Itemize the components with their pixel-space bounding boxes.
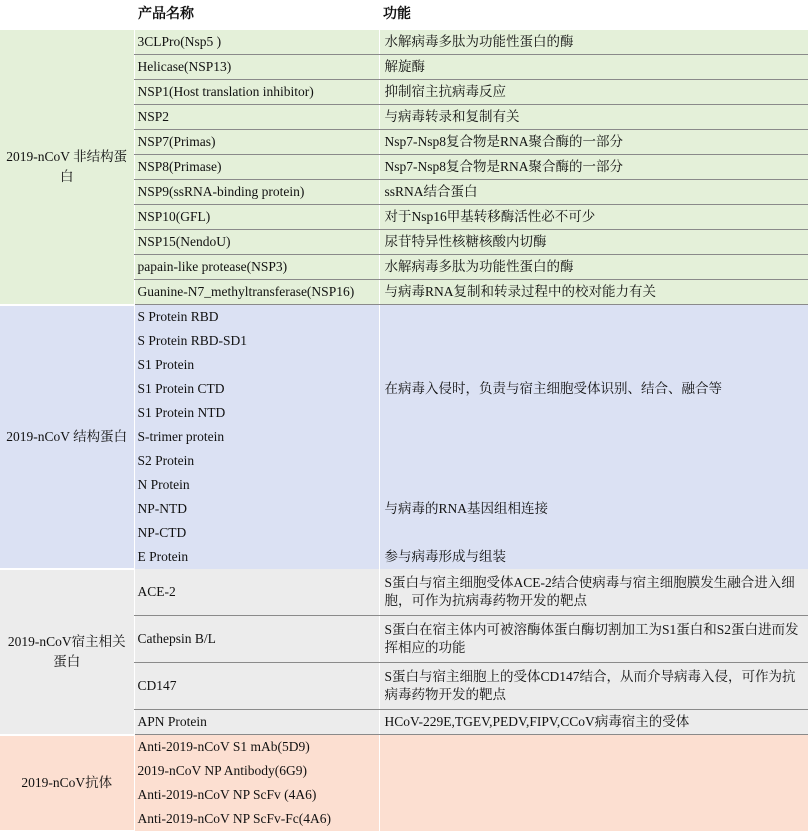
function-cell-np: 与病毒的RNA基因组相连接 bbox=[379, 473, 808, 545]
header-corner bbox=[0, 0, 134, 30]
product-cell: N Protein bbox=[134, 473, 379, 497]
category-host: 2019-nCoV宿主相关蛋白 bbox=[0, 569, 134, 735]
function-cell: ssRNA结合蛋白 bbox=[379, 180, 808, 205]
product-cell: 2019-nCoV NP Antibody(6G9) bbox=[134, 759, 379, 783]
header-row bbox=[0, 0, 808, 30]
function-cell: S蛋白在宿主体内可被溶酶体蛋白酶切割加工为S1蛋白和S2蛋白进而发挥相应的功能 bbox=[379, 616, 808, 663]
function-cell: 解旋酶 bbox=[379, 55, 808, 80]
product-cell: Helicase(NSP13) bbox=[134, 55, 379, 80]
product-cell: Anti-2019-nCoV NP ScFv-Fc(4A6) bbox=[134, 807, 379, 831]
header-function: 功能 bbox=[379, 0, 808, 30]
product-cell: NSP10(GFL) bbox=[134, 205, 379, 230]
table-row bbox=[0, 735, 808, 760]
product-cell: Cathepsin B/L bbox=[134, 616, 379, 663]
product-cell: S Protein RBD-SD1 bbox=[134, 329, 379, 353]
function-cell: 抑制宿主抗病毒反应 bbox=[379, 80, 808, 105]
product-cell: NSP8(Primase) bbox=[134, 155, 379, 180]
function-cell: 尿苷特异性核糖核酸内切酶 bbox=[379, 230, 808, 255]
function-cell: S蛋白与宿主细胞上的受体CD147结合，从而介导病毒入侵，可作为抗病毒药物开发的靶点 bbox=[379, 663, 808, 710]
product-cell: Anti-2019-nCoV S1 mAb(5D9) bbox=[134, 735, 379, 760]
product-cell: NP-CTD bbox=[134, 521, 379, 545]
product-cell: CD147 bbox=[134, 663, 379, 710]
product-cell: S-trimer protein bbox=[134, 425, 379, 449]
product-cell: APN Protein bbox=[134, 710, 379, 735]
function-cell: 水解病毒多肽为功能性蛋白的酶 bbox=[379, 30, 808, 55]
product-cell: NSP15(NendoU) bbox=[134, 230, 379, 255]
product-cell: NP-NTD bbox=[134, 497, 379, 521]
product-cell: ACE-2 bbox=[134, 569, 379, 616]
function-cell: HCoV-229E,TGEV,PEDV,FIPV,CCoV病毒宿主的受体 bbox=[379, 710, 808, 735]
category-non-structural: 2019-nCoV 非结构蛋白 bbox=[0, 30, 134, 305]
header-product-name: 产品名称 bbox=[134, 0, 379, 30]
product-cell: NSP1(Host translation inhibitor) bbox=[134, 80, 379, 105]
function-cell: S蛋白与宿主细胞受体ACE-2结合使病毒与宿主细胞膜发生融合进入细胞，可作为抗病毒药物开发的靶点 bbox=[379, 569, 808, 616]
function-cell-spike: 在病毒入侵时，负责与宿主细胞受体识别、结合、融合等 bbox=[379, 305, 808, 474]
function-cell: 水解病毒多肽为功能性蛋白的酶 bbox=[379, 255, 808, 280]
product-cell: S1 Protein NTD bbox=[134, 401, 379, 425]
category-antibody: 2019-nCoV抗体 bbox=[0, 735, 134, 832]
product-cell: S2 Protein bbox=[134, 449, 379, 473]
function-cell: 与病毒RNA复制和转录过程中的校对能力有关 bbox=[379, 280, 808, 305]
function-cell: 与病毒转录和复制有关 bbox=[379, 105, 808, 130]
product-cell: Guanine-N7_methyltransferase(NSP16) bbox=[134, 280, 379, 305]
product-cell: NSP7(Primas) bbox=[134, 130, 379, 155]
function-cell: Nsp7-Nsp8复合物是RNA聚合酶的一部分 bbox=[379, 130, 808, 155]
table-row bbox=[0, 30, 808, 55]
function-cell-empty bbox=[379, 735, 808, 832]
product-cell: S1 Protein bbox=[134, 353, 379, 377]
product-cell: NSP9(ssRNA-binding protein) bbox=[134, 180, 379, 205]
product-cell: Anti-2019-nCoV NP ScFv (4A6) bbox=[134, 783, 379, 807]
function-cell-e: 参与病毒形成与组装 bbox=[379, 545, 808, 569]
category-structural: 2019-nCoV 结构蛋白 bbox=[0, 305, 134, 570]
product-cell: S Protein RBD bbox=[134, 305, 379, 330]
product-cell: 3CLPro(Nsp5 ) bbox=[134, 30, 379, 55]
product-cell: E Protein bbox=[134, 545, 379, 569]
function-cell: 对于Nsp16甲基转移酶活性必不可少 bbox=[379, 205, 808, 230]
product-cell: S1 Protein CTD bbox=[134, 377, 379, 401]
product-cell: papain-like protease(NSP3) bbox=[134, 255, 379, 280]
table-row bbox=[0, 305, 808, 330]
table-row bbox=[0, 569, 808, 616]
product-cell: NSP2 bbox=[134, 105, 379, 130]
function-cell: Nsp7-Nsp8复合物是RNA聚合酶的一部分 bbox=[379, 155, 808, 180]
